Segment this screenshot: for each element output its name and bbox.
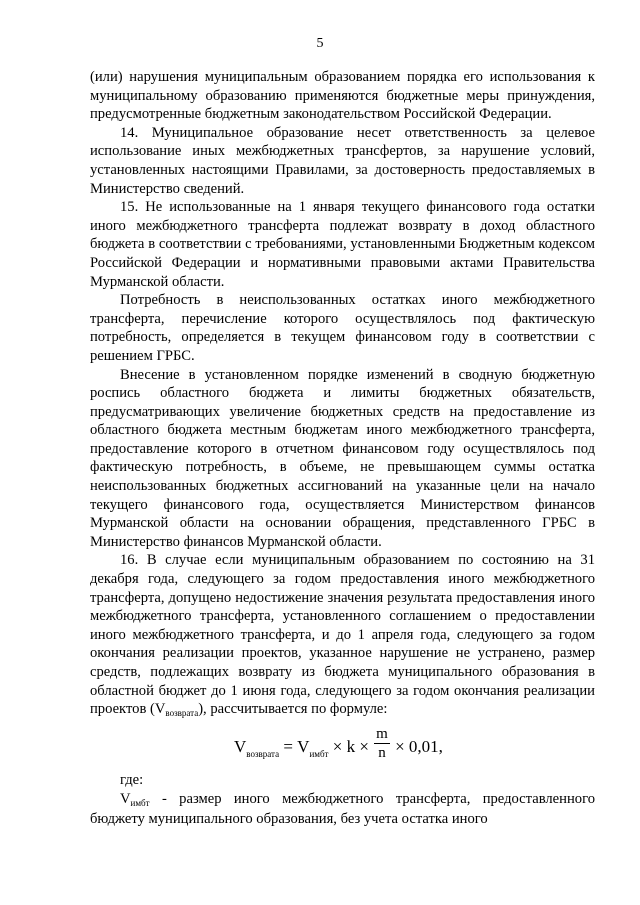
formula-times-k: × k × — [328, 736, 374, 756]
where-label: где: — [120, 772, 144, 788]
paragraph-budget-changes: Внесение в установленном порядке изменений в сводную бюджетную роспись областного бюджета и лимиты бюджетных обязательств, предусматривающих увеличение бюджетных средств на предоставление из областного бюджета местным бюджетам иного межбюджетного трансферта, предоставление которого в отчетном финансовом году осуществлялось под фактическую потребность, в объеме, не превышающем суммы остатка неиспользованных бюджетных ассигнований на указанные цели на начало текущего финансового года, осуществляется Министерством финансов Мурманской области на основании обращения, представленного ГРБС в Министерство финансов Мурманской области. — [90, 366, 595, 550]
formula-denominator: n — [378, 745, 386, 761]
paragraph-16 — [90, 551, 595, 719]
formula-tail: × 0,01, — [390, 736, 443, 756]
paragraph-unused-balance-need: Потребность в неиспользованных остатках иного межбюджетного трансферта, перечисление которого осуществлялось под фактическую потребность, определяется в текущем финансовом году в соответствии с решением ГРБС. — [90, 292, 595, 364]
paragraph-15: 15. Не использованные на 1 января текущего финансового года остатки иного межбюджетного трансферта подлежат возврату в доход областного бюджета в соответствии с требованиями, установленными Бюджетным кодексом Российской Федерации и нормативными правовыми актами Правительства Мурманской области. — [90, 199, 595, 290]
definition-vimbt — [90, 790, 595, 828]
formula-equals: = — [279, 736, 298, 756]
formula-lhs: V — [234, 736, 247, 756]
paragraph-14: 14. Муниципальное образование несет ответственность за целевое использование иных межбюджетных трансфертов, за нарушение условий, установленных настоящими Правилами, за достоверность предоставляемых в Министерство сведений. — [90, 124, 595, 197]
paragraph-16-variable: V — [154, 701, 166, 718]
definition-variable-subscript: имбт — [130, 798, 150, 808]
paragraph-16-variable-subscript: возврата — [165, 708, 199, 719]
formula-lhs-subscript: возврата — [246, 748, 280, 759]
formula-expression — [234, 726, 443, 766]
formula-fraction — [374, 726, 390, 762]
refund-formula — [0, 716, 640, 772]
formula-numerator: m — [376, 726, 388, 742]
paragraph-continuation: (или) нарушения муниципальным образованием порядка его использования к муниципальному образованию применяются бюджетные меры принуждения, предусмотренные бюджетным законодательством Российской Федерации. — [90, 69, 595, 123]
definition-text: - размер иного межбюджетного трансферта, предоставленного бюджету муниципального образования, без учета остатка иного — [90, 791, 595, 827]
page-number: 5 — [316, 36, 324, 51]
definition-block — [90, 790, 595, 828]
formula-v-subscript: имбт — [309, 748, 329, 759]
paragraph-16-text: 16. В случае если муниципальным образованием по состоянию на 31 декабря года, следующего за годом предоставления иного межбюджетного трансферта, допущено недостижение значения результата предоставления иного межбюджетного трансферта, установленного соглашением о предоставлении иного межбюджетного трансферта, и до 1 апреля года, следующего за годом окончания реализации проектов, указанное нарушение не устранено, размер средств, подлежащих возврату из бюджета муниципального образования в областной бюджет до 1 июня года, следующего за годом окончания реализации проектов ( — [90, 552, 595, 718]
formula-v: V — [297, 736, 310, 756]
document-body — [90, 68, 595, 720]
paragraph-16-tail: ), рассчитывается по формуле: — [198, 701, 388, 718]
definition-variable: V — [120, 791, 131, 807]
